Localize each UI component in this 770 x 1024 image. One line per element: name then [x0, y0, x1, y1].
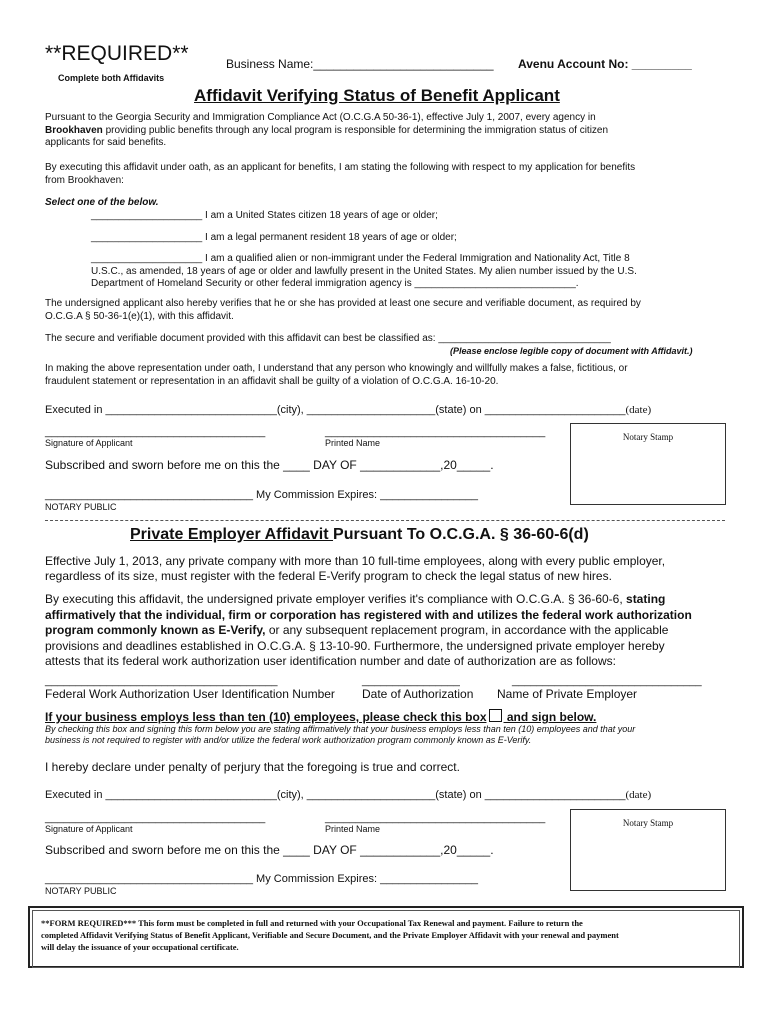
text-line: Pursuant to the Georgia Security and Immigration Compliance Act (O.C.G.A 50-36-1), effective July 1, 2007, every agency in: [45, 112, 596, 123]
notary-stamp-box: [570, 423, 726, 505]
section-divider: [45, 520, 725, 521]
text-line: ____________________ I am a qualified alien or non-immigrant under the Federal Immigration and Nationality Act, Title 8: [91, 253, 630, 264]
employer-name-field[interactable]: _______________________________: [512, 675, 702, 687]
text-span: If your business employs less than ten (10) employees, please check this box: [45, 710, 487, 724]
commission-expires-line[interactable]: __________________________________ My Commission Expires: ________________: [45, 489, 479, 501]
text-line: [41, 917, 731, 929]
text-line: will delay the issuance of your occupational certificate.: [41, 942, 239, 952]
option-permanent-resident[interactable]: ____________________ I am a legal permanent resident 18 years of age or older;: [91, 232, 457, 243]
form-required-inner: [32, 910, 740, 968]
executed-text: Executed in ____________________________(city), _____________________(state) on _______________________: [45, 789, 626, 801]
federal-work-id-field[interactable]: ______________________________________: [45, 675, 278, 687]
text-line: provisions and deadlines established in O.C.G.A. § 13-10-90. Furthermore, the undersigned private employer hereby: [45, 638, 665, 653]
bold-span: program commonly known as E-Verify,: [45, 623, 266, 637]
text-span: This form must be completed in full and returned with your Occupational Tax Renewal and payment. Failure to return the: [136, 918, 583, 928]
signature-label: Signature of Applicant: [45, 438, 133, 448]
form-required-notice: [28, 906, 744, 968]
bold-span: stating: [626, 592, 666, 606]
employer-name-label: Name of Private Employer: [497, 687, 638, 701]
federal-work-id-label: Federal Work Authorization User Identification Number: [45, 687, 335, 701]
business-name-field[interactable]: Business Name:___________________________: [226, 57, 494, 71]
text-line: affirmatively that the individual, firm or corporation has registered with and utilizes the federal work authorization: [45, 607, 692, 622]
small-business-checkbox[interactable]: [489, 709, 502, 722]
text-span: providing public benefits through any local program is responsible for determining the immigration status of citizen: [102, 124, 609, 136]
text-line: U.S.C., as amended, 18 years of age or older and lawfully present in the United States. My alien number issued by the U.S.: [91, 265, 637, 277]
select-one-label: Select one of the below.: [45, 197, 159, 208]
everify-intro: [45, 554, 745, 584]
subscribed-sworn-line[interactable]: Subscribed and sworn before me on this the ____ DAY OF ____________,20_____.: [45, 458, 494, 472]
subscribed-sworn-line-2[interactable]: Subscribed and sworn before me on this the ____ DAY OF ____________,20_____.: [45, 843, 494, 857]
affidavit1-statement: [45, 162, 745, 187]
executed-in-line[interactable]: [45, 404, 651, 416]
text-line: regardless of its size, must register with the federal E-Verify program to check the legal status of new hires.: [45, 569, 612, 583]
date-authorization-field[interactable]: ________________: [362, 675, 460, 687]
notary-stamp-box-2: [570, 809, 726, 891]
notary-stamp-label-2: Notary Stamp: [622, 818, 674, 828]
printed-name-line-2[interactable]: ____________________________________: [325, 812, 546, 824]
signature-line[interactable]: ____________________________________: [45, 426, 266, 438]
text-line: [45, 623, 745, 639]
document-classification-field[interactable]: The secure and verifiable document provided with this affidavit can best be classified as: _______________________________: [45, 333, 611, 344]
notary-public-label: NOTARY PUBLIC: [45, 502, 117, 512]
text-line: attests that its federal work authorization user identification number and date of authorization are as follows:: [45, 654, 616, 668]
account-no-field[interactable]: Avenu Account No: _________: [518, 57, 692, 71]
text-line: In making the above representation under oath, I understand that any person who knowingly and willfully makes a false, fictitious, or: [45, 363, 628, 374]
executed-text: Executed in ____________________________(city), _____________________(state) on _______________________: [45, 404, 626, 416]
city-name: Brookhaven: [45, 124, 103, 136]
text-span: By executing this affidavit, the undersigned private employer verifies it's compliance with O.C.G.A. § 36-60-6,: [45, 592, 627, 606]
text-line: from Brookhaven:: [45, 174, 124, 186]
text-line: applicants for said benefits.: [45, 137, 167, 148]
complete-both-note: Complete both Affidavits: [58, 73, 165, 83]
printed-name-label: Printed Name: [325, 438, 381, 448]
required-heading: **REQUIRED**: [45, 42, 189, 65]
printed-name-label-2: Printed Name: [325, 824, 381, 834]
commission-expires-line-2[interactable]: __________________________________ My Commission Expires: ________________: [45, 873, 479, 885]
text-line: By executing this affidavit under oath, as an applicant for benefits, I am stating the following with respect to my application for benefits: [45, 162, 636, 173]
text-line: fraudulent statement or representation in an affidavit shall be guilty of a violation of O.C.G.A. 16-10-20.: [45, 375, 499, 387]
date-label: (date): [625, 789, 652, 801]
penalty-declaration: I hereby declare under penalty of perjury that the foregoing is true and correct.: [45, 760, 460, 774]
option-citizen[interactable]: ____________________ I am a United States citizen 18 years of age or older;: [91, 210, 438, 221]
form-required-lead: **FORM REQUIRED***: [41, 918, 137, 928]
text-line: The undersigned applicant also hereby verifies that he or she has provided at least one secure and verifiable document, as required by: [45, 298, 641, 309]
printed-name-line[interactable]: ____________________________________: [325, 426, 546, 438]
affidavit1-title: Affidavit Verifying Status of Benefit Applicant: [194, 86, 560, 105]
perjury-warning: [45, 363, 745, 388]
text-line: Effective July 1, 2013, any private company with more than 10 full-time employees, along with every public employer,: [45, 554, 666, 568]
text-line: business is not required to register with and/or utilize the federal work authorization program commonly known as E-Verify.: [45, 735, 532, 745]
executed-in-line-2[interactable]: [45, 789, 651, 801]
text-line: completed Affidavit Verifying Status of Benefit Applicant, Verifiable and Secure Document, and the Private Employer Affidavit with your renewal and payment: [41, 930, 619, 940]
affidavit2-title: [130, 526, 589, 544]
text-span: or any subsequent replacement program, in accordance with the applicable: [265, 623, 669, 637]
document-verification: [45, 298, 745, 323]
signature-label-2: Signature of Applicant: [45, 824, 133, 834]
date-authorization-label: Date of Authorization: [362, 687, 474, 701]
text-line: By checking this box and signing this form below you are stating affirmatively that your business employs less than ten (10) employees and that your: [45, 724, 636, 734]
notary-stamp-label: Notary Stamp: [622, 432, 674, 442]
title-rest: Pursuant To O.C.G.A. § 36-60-6(d): [333, 526, 589, 543]
option-qualified-alien[interactable]: [91, 253, 751, 291]
title-underlined: Private Employer Affidavit: [130, 526, 334, 543]
enclose-copy-note: (Please enclose legible copy of document with Affidavit.): [450, 346, 693, 356]
date-label: (date): [625, 404, 652, 416]
text-span: and sign below.: [503, 710, 597, 724]
notary-public-label-2: NOTARY PUBLIC: [45, 886, 117, 896]
text-line: Department of Homeland Security or other federal immigration agency is _____________________________.: [91, 278, 579, 289]
affidavit1-intro: [45, 112, 745, 150]
signature-line-2[interactable]: ____________________________________: [45, 812, 266, 824]
checkbox-explanation: [45, 724, 755, 746]
text-line: [45, 592, 745, 608]
text-line: [45, 125, 745, 138]
everify-verification: [45, 592, 745, 670]
text-line: O.C.G.A § 50-36-1(e)(1), with this affidavit.: [45, 310, 234, 322]
small-business-notice: [45, 709, 596, 724]
